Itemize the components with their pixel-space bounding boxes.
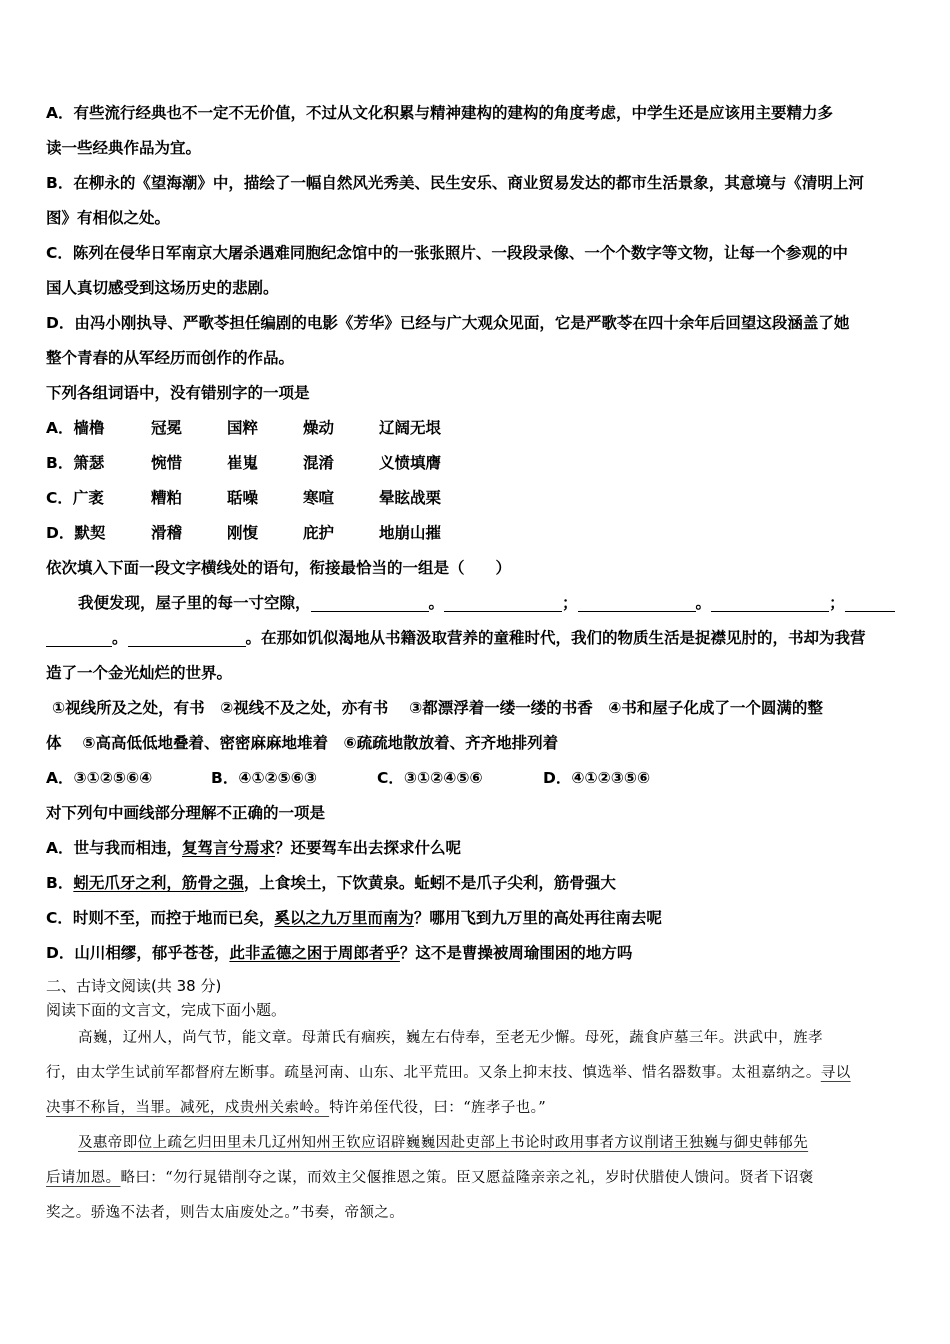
option-c-line-1: C．陈列在侵华日军南京大屠杀遇难同胞纪念馆中的一张张照片、一段段录像、一个个数字等文物，让每一个参观的中 (46, 244, 848, 262)
underlined-phrase: 寻以 (820, 1065, 851, 1081)
fill-blank[interactable] (578, 591, 696, 612)
question-underline (46, 796, 908, 971)
option-row-b: B．箫瑟 惋惜 崔嵬 混淆 义愤填膺 (46, 454, 442, 472)
underlined-phrase: 奚以之九万里而南为 (274, 909, 414, 927)
answer-choices (46, 761, 908, 796)
items-line-2: 体 ⑤高高低低地叠着、密密麻麻地堆着 ⑥疏疏地散放着、齐齐地排列着 (46, 734, 559, 752)
option-d-line-1: D．由冯小刚执导、严歌苓担任编剧的电影《芳华》已经与广大观众见面，它是严歌苓在四十余年后回望这段涵盖了她 (46, 314, 850, 332)
choice-c: C．③①②④⑤⑥ (377, 769, 483, 787)
option-row-c: C．广袤 糟粕 聒噪 寒喧 晕眩战栗 (46, 489, 442, 507)
passage-p2-line-2: 后请加恩。略曰：“勿行晁错削夺之谋，而效主父偃推恩之策。臣又愿益隆亲亲之礼，岁时伏腊使人馈问。贤者下诏褒 (46, 1170, 814, 1186)
option-d: D．山川相缪，郁乎苍苍，此非孟德之困于周郎者乎？这不是曹操被周瑜围困的地方吗 (46, 944, 633, 962)
option-b: B．蚓无爪牙之利，筋骨之强，上食埃土，下饮黄泉。蚯蚓不是爪子尖利，筋骨强大 (46, 874, 616, 892)
fill-blank[interactable] (845, 591, 895, 612)
exam-page (46, 96, 908, 1231)
option-a: A．世与我而相违，复驾言兮焉求？还要驾车出去探求什么呢 (46, 839, 462, 857)
fill-blank[interactable] (128, 626, 246, 647)
underlined-phrase: 蚓无爪牙之利，筋骨之强 (73, 874, 244, 892)
option-row-a: A．樯橹 冠冕 国粹 燥动 辽阔无垠 (46, 419, 442, 437)
fill-blank[interactable] (444, 591, 562, 612)
option-a-line-2: 读一些经典作品为宜。 (46, 139, 202, 157)
passage-p1-line-1: 高巍，辽州人，尚气节，能文章。母萧氏有痼疾，巍左右侍奉，至老无少懈。母死，蔬食庐墓三年。洪武中，旌孝 (78, 1030, 823, 1046)
question-stem: 对下列句中画线部分理解不正确的一项是 (46, 804, 326, 822)
question-stem: 依次填入下面一段文字横线处的语句，衔接最恰当的一组是（ ） (46, 559, 512, 577)
option-c-line-2: 国人真切感受到这场历史的悲剧。 (46, 279, 279, 297)
choice-a: A．③①②⑤⑥④ (46, 769, 153, 787)
option-b-line-1: B．在柳永的《望海潮》中，描绘了一幅自然风光秀美、民生安乐、商业贸易发达的都市生活景象，其意境与《清明上河 (46, 174, 864, 192)
fill-blank[interactable] (46, 626, 112, 647)
passage-p2-line-1: 及惠帝即位上疏乞归田里未几辽州知州王钦应诏辟巍巍因赴吏部上书论时政用事者方议削诸王独巍与御史韩郁先 (78, 1135, 809, 1151)
section-classical (46, 973, 908, 1231)
option-c: C．时则不至，而控于地而已矣，奚以之九万里而南为？哪用飞到九万里的高处再往南去呢 (46, 909, 662, 927)
passage-p1-line-2: 行，由太学生试前军都督府左断事。疏垦河南、山东、北平荒田。又条上抑末技、慎选举、惜名器数事。太祖嘉纳之。寻以 (46, 1065, 851, 1081)
question-stem: 下列各组词语中，没有错别字的一项是 (46, 384, 310, 402)
section-title: 二、古诗文阅读(共 38 分) (46, 977, 222, 995)
fill-blank[interactable] (711, 591, 829, 612)
question-prev-options (46, 96, 908, 376)
passage-p2-line-3: 奖之。骄逸不法者，则告太庙废处之。”书奏，帝颔之。 (46, 1205, 405, 1221)
classical-passage (46, 1021, 908, 1231)
items-line-1: ①视线所及之处，有书 ②视线不及之处，亦有书 ③都漂浮着一缕一缕的书香 ④书和屋子化成了一个圆满的整 (52, 699, 823, 717)
underlined-phrase: 复驾言兮焉求 (182, 839, 276, 857)
question-typo (46, 376, 908, 551)
passage-line-1: 我便发现，屋子里的每一寸空隙， 。 ； 。 ； (46, 586, 908, 621)
underlined-phrase: 后请加恩。 (46, 1170, 121, 1186)
fill-blank[interactable] (311, 591, 429, 612)
choice-b: B．④①②⑤⑥③ (211, 769, 318, 787)
passage-line-3: 造了一个金光灿烂的世界。 (46, 664, 233, 682)
choice-d: D．④①②③⑤⑥ (543, 769, 651, 787)
option-d-line-2: 整个青春的从军经历而创作的作品。 (46, 349, 295, 367)
underlined-phrase: 决事不称旨，当罪。减死，戍贵州关索岭。 (46, 1100, 330, 1116)
underlined-phrase: 此非孟德之困于周郎者乎 (229, 944, 400, 962)
section-instruction: 阅读下面的文言文，完成下面小题。 (46, 1001, 287, 1019)
option-a-line-1: A．有些流行经典也不一定不无价值，不过从文化积累与精神建构的建构的角度考虑，中学生还是应该用主要精力多 (46, 104, 833, 122)
option-row-d: D．默契 滑稽 刚愎 庇护 地崩山摧 (46, 524, 442, 542)
question-fill (46, 551, 908, 796)
passage-p1-line-3: 决事不称旨，当罪。减死，戍贵州关索岭。特许弟侄代役，曰：“旌孝子也。” (46, 1100, 547, 1116)
passage-line-2: 。 。在那如饥似渴地从书籍汲取营养的童稚时代，我们的物质生活是捉襟见肘的，书却为我营 (46, 621, 908, 656)
option-b-line-2: 图》有相似之处。 (46, 209, 171, 227)
